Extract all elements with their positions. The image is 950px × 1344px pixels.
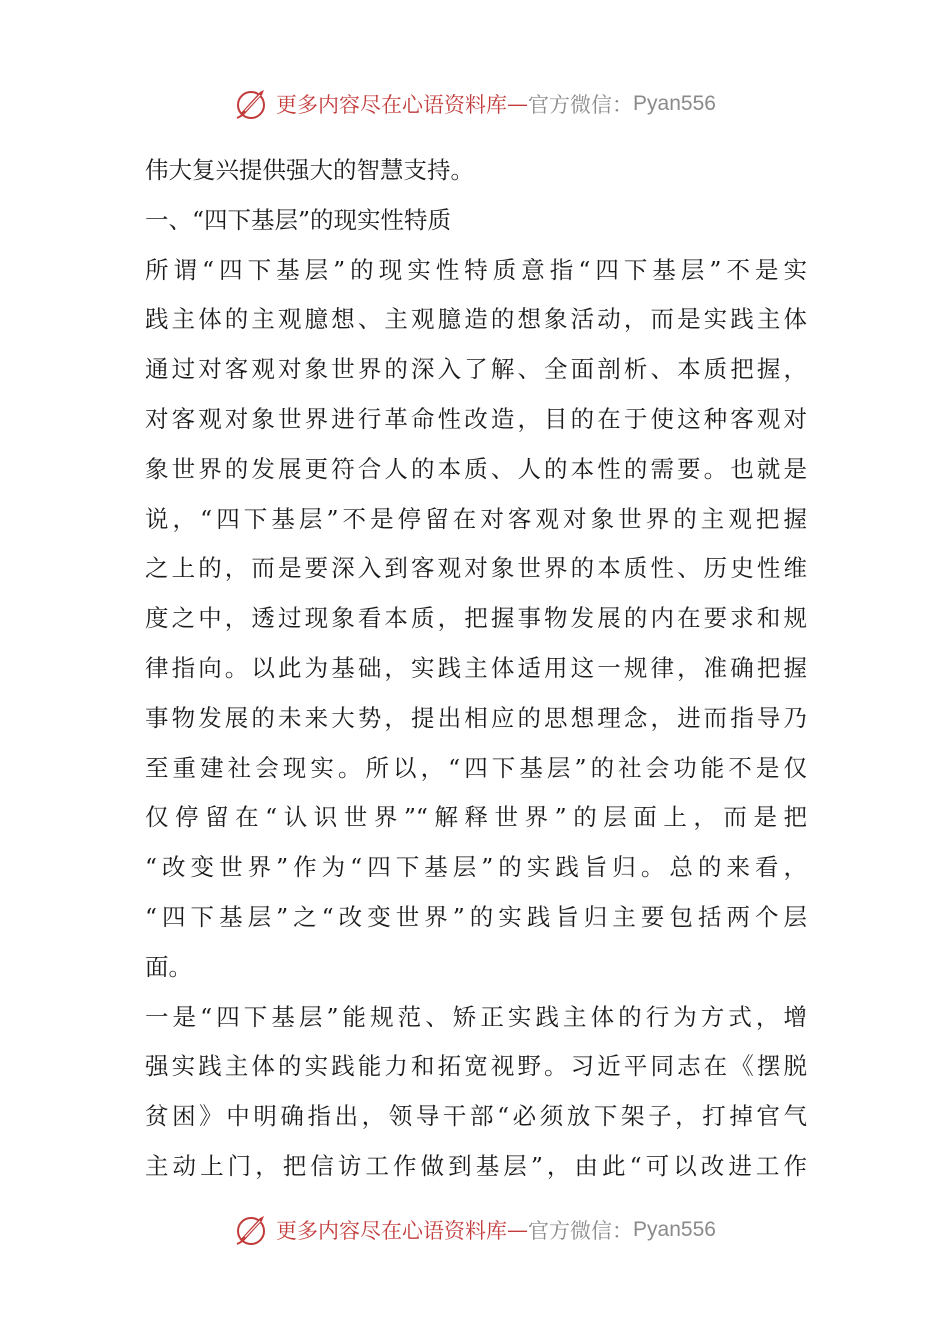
brand-dash: — [507,1218,529,1242]
brand-dash: — [507,92,529,116]
wechat-id: Pyan556 [633,92,716,115]
text-line: 事物发展的未来大势，提出相应的思想理念，进而指导乃 [145,703,807,732]
text-line: 律指向。以此为基础，实践主体适用这一规律，准确把握 [145,653,807,682]
header-watermark-banner [0,82,950,126]
text-line: 主动上门，把信访工作做到基层”，由此“可以改进工作 [145,1151,807,1180]
quill-pen-logo-icon [234,86,270,122]
text-line: 一是“四下基层”能规范、矫正实践主体的行为方式，增 [145,1002,807,1031]
text-line: 仅停留在“认识世界”“解释世界”的层面上，而是把 [145,803,807,832]
wechat-label: 官方微信： [528,93,634,117]
text-line: 至重建社会现实。所以，“四下基层”的社会功能不是仅 [145,753,807,782]
text-line: 通过对客观对象世界的深入了解、全面剖析、本质把握， [145,355,807,384]
text-line: “改变世界”作为“四下基层”的实践旨归。总的来看， [145,853,807,882]
text-line: 强实践主体的实践能力和拓宽视野。习近平同志在《摆脱 [145,1052,807,1081]
text-line: 面。 [145,952,192,981]
text-line: 对客观对象世界进行革命性改造，目的在于使这种客观对 [145,404,807,433]
wechat-id: Pyan556 [633,1218,716,1241]
text-line: 贫困》中明确指出，领导干部“必须放下架子，打掉官气 [145,1102,807,1131]
quill-pen-logo-icon [234,1212,270,1248]
text-line: 象世界的发展更符合人的本质、人的本性的需要。也就是 [145,454,807,483]
text-line: 践主体的主观臆想、主观臆造的想象活动，而是实践主体 [145,305,807,334]
section-heading: 一、“四下基层”的现实性特质 [145,205,452,234]
brand-text: 更多内容尽在心语资料库 [276,1219,508,1243]
text-line: “四下基层”之“改变世界”的实践旨归主要包括两个层 [145,902,807,931]
wechat-label: 官方微信： [528,1219,634,1243]
text-line: 说，“四下基层”不是停留在对客观对象世界的主观把握 [145,504,807,533]
text-line: 伟大复兴提供强大的智慧支持。 [145,156,474,184]
text-line: 度之中，透过现象看本质，把握事物发展的内在要求和规 [145,604,807,633]
text-line: 所谓“四下基层”的现实性特质意指“四下基层”不是实 [145,255,807,284]
text-line: 之上的，而是要深入到客观对象世界的本质性、历史性维 [145,554,807,583]
footer-watermark-banner [0,1208,950,1252]
brand-text: 更多内容尽在心语资料库 [276,93,508,117]
document-body [145,146,807,1192]
